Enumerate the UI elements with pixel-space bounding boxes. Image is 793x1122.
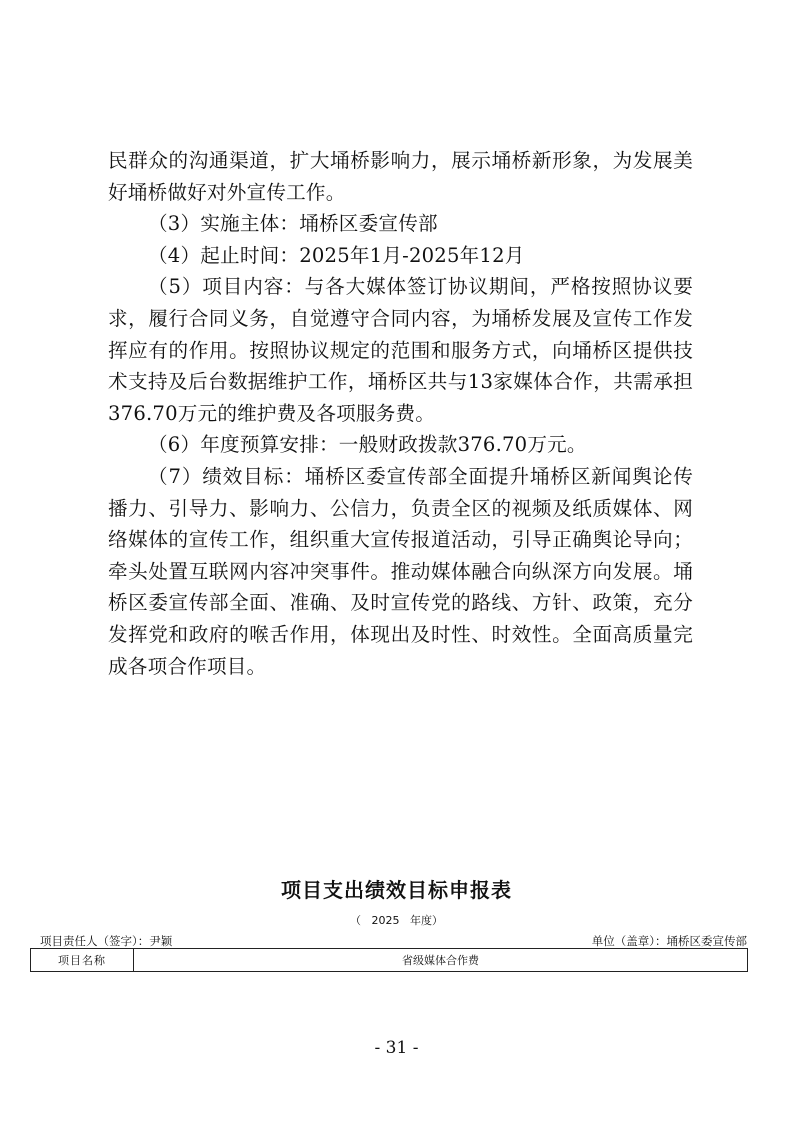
- table-title: 项目支出绩效目标申报表: [281, 878, 512, 902]
- unit-seal: 单位（盖章）：埇桥区委宣传部: [591, 934, 747, 948]
- paragraph-period: （4）起止时间：2025年1月-2025年12月: [148, 243, 525, 267]
- paragraph-goals: （7）绩效目标：埇桥区委宣传部全面提升埇桥区新闻舆论传播力、引导力、影响力、公信力，负责全区的视频及纸质媒体、网络媒体的宣传工作，组织重大宣传报道活动，引导正确舆论导向；牵头处置互联网内容冲突事件。推动媒体融合向纵深方向发展。埇桥区委宣传部全面、准确、及时宣传党的路线、方针、政策，充分发挥党和政府的喉舌作用，体现出及时性、时效性。全面高质量完成各项合作项目。: [108, 464, 693, 678]
- paragraph-continuation: 民群众的沟通渠道，扩大埇桥影响力，展示埇桥新形象，为发展美好埇桥做好对外宣传工作。: [108, 149, 693, 204]
- year-line: （ 2025 年度）: [350, 914, 443, 927]
- project-table: [30, 948, 748, 972]
- page-number: - 31 -: [374, 1038, 419, 1058]
- paragraph-content: （5）项目内容：与各大媒体签订协议期间，严格按照协议要求，履行合同义务，自觉遵守合同内容，为埇桥发展及宣传工作发挥应有的作用。按照协议规定的范围和服务方式，向埇桥区提供技术支持及后台数据维护工作，埇桥区共与13家媒体合作，共需承担376.70万元的维护费及各项服务费。: [108, 275, 693, 425]
- paragraph-implementer: （3）实施主体：埇桥区委宣传部: [148, 212, 438, 236]
- responsible-person: 项目责任人（签字）：尹颖: [40, 934, 173, 948]
- body-text: [108, 145, 693, 682]
- paragraph-budget: （6）年度预算安排：一般财政拨款376.70万元。: [148, 433, 587, 457]
- project-name-value: 省级媒体合作费: [402, 954, 479, 967]
- project-name-label: 项目名称: [31, 949, 134, 971]
